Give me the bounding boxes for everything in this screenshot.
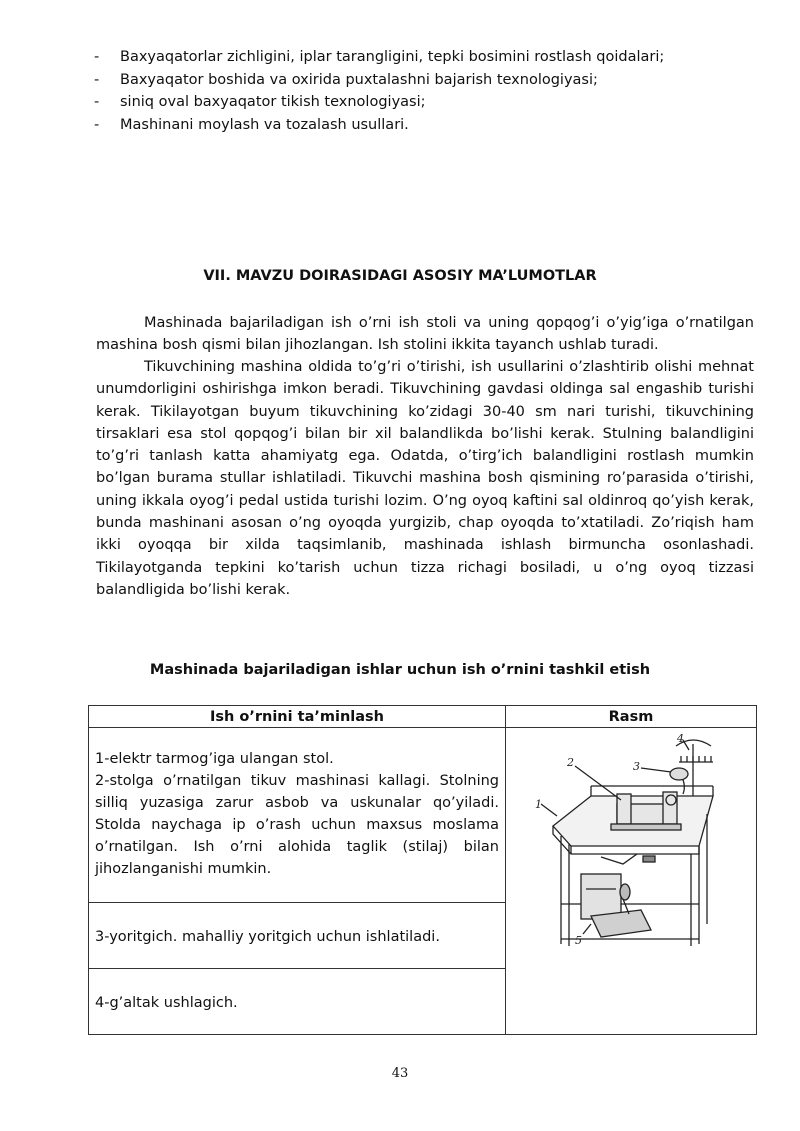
cell-text <box>89 728 505 886</box>
table-header-cell: Rasm <box>506 706 757 728</box>
bullet-text: siniq oval baxyaqator tikish texnologiyasi; <box>120 94 426 110</box>
bullet-marker: - <box>94 71 100 88</box>
bullet-text: Baxyaqatorlar zichligini, iplar tarangligini, tepki bosimini rostlash qoidalari; <box>120 49 665 65</box>
cell-text: 4-g’altak ushlagich. <box>95 994 238 1011</box>
figure-label: 2 <box>567 756 574 769</box>
cell-line: 2-stolga o’rnatilgan tikuv mashinasi kallagi. Stolning silliq yuzasiga zarur asbob va uskunalar qo’yiladi. Stolda naychaga ip o’rash uchun maxsus moslama o’rnatilgan. Ish o’rni alohida taglik (stilaj) bilan jihozlanganishi mumkin. <box>95 773 499 877</box>
list-item <box>94 91 774 114</box>
bullet-list <box>94 46 774 136</box>
figure-cell <box>506 728 757 1035</box>
table-title: Mashinada bajariladigan ishlar uchun ish o’rnini tashkil etish <box>149 662 651 678</box>
bullet-marker: - <box>94 116 100 133</box>
bullet-text: Baxyaqator boshida va oxirida puxtalashni bajarish texnologiyasi; <box>120 71 598 88</box>
figure-label: 5 <box>575 934 582 947</box>
table-header-row <box>89 706 757 728</box>
figure-label: 4 <box>677 734 684 745</box>
bullet-marker: - <box>94 94 100 110</box>
paragraph: Tikuvchining mashina oldida to’g’ri o’tirishi, ish usullarini o’zlashtirib olishi mehnat unumdorligini oshirishga imkon beradi. Tikuvchining gavdasi oldinga sal engashib turishi kerak. Tikilayotgan buyum tikuvchining ko’zidagi 30-40 sm nari turishi, tikuvchining tirsaklari esa stol qopqog’i bilan bir xil balandlikda bo’lishi kerak. Stulning balandligini to’g’ri tanlash katta ahamiyatg ega. Odatda, o’tirg’ich balandligini rostlash mumkin bo’lgan burama stullar ishlatiladi. Tikuvchi mashina bosh qismining ro’parasida o’tirishi, uning ikkala oyog’i pedal ustida turishi lozim. O’ng oyoq kaftini sal oldinroq qo’yish kerak, bunda mashinani asosan o’ng oyoqda yurgizib, chap oyoqda to’xtatiladi. Zo’riqish ham ikki oyoqqa bir xilda taqsimlanib, mashinada ishlash birmuncha osonlashadi. Tikilayotganda tepkini ko’tarish uchun tizza richagi bosiladi, u o’ng oyoq tizzasi balandligida bo’lishi kerak. <box>96 359 754 598</box>
bullet-text: Mashinani moylash va tozalash usullari. <box>120 116 409 133</box>
list-item <box>94 114 774 137</box>
table-row <box>89 728 757 903</box>
bullet-marker: - <box>94 49 100 65</box>
cell-text: 3-yoritgich. mahalliy yoritgich uchun ishlatiladi. <box>95 928 440 945</box>
workplace-table <box>88 705 757 1035</box>
paragraph: Mashinada bajariladigan ish o’rni ish stoli va uning qopqog’i o’yig’iga o’rnatilgan mashina bosh qismi bilan jihozlangan. Ish stolini ikkita tayanch ushlab turadi. <box>96 315 754 354</box>
figure-label: 3 <box>633 760 640 773</box>
figure-label: 1 <box>535 798 542 811</box>
page-number: 43 <box>391 1066 409 1081</box>
table-cell <box>89 903 506 969</box>
table-cell <box>89 969 506 1035</box>
cell-line: 1-elektr tarmog’iga ulangan stol. <box>95 751 334 767</box>
list-item <box>94 69 774 92</box>
table-cell <box>89 728 506 903</box>
section-heading: VII. MAVZU DOIRASIDAGI ASOSIY MA’LUMOTLAR <box>203 268 597 284</box>
table-header-cell: Ish o’rnini ta’minlash <box>89 706 506 728</box>
sewing-workplace-figure <box>531 734 731 959</box>
list-item <box>94 46 774 69</box>
